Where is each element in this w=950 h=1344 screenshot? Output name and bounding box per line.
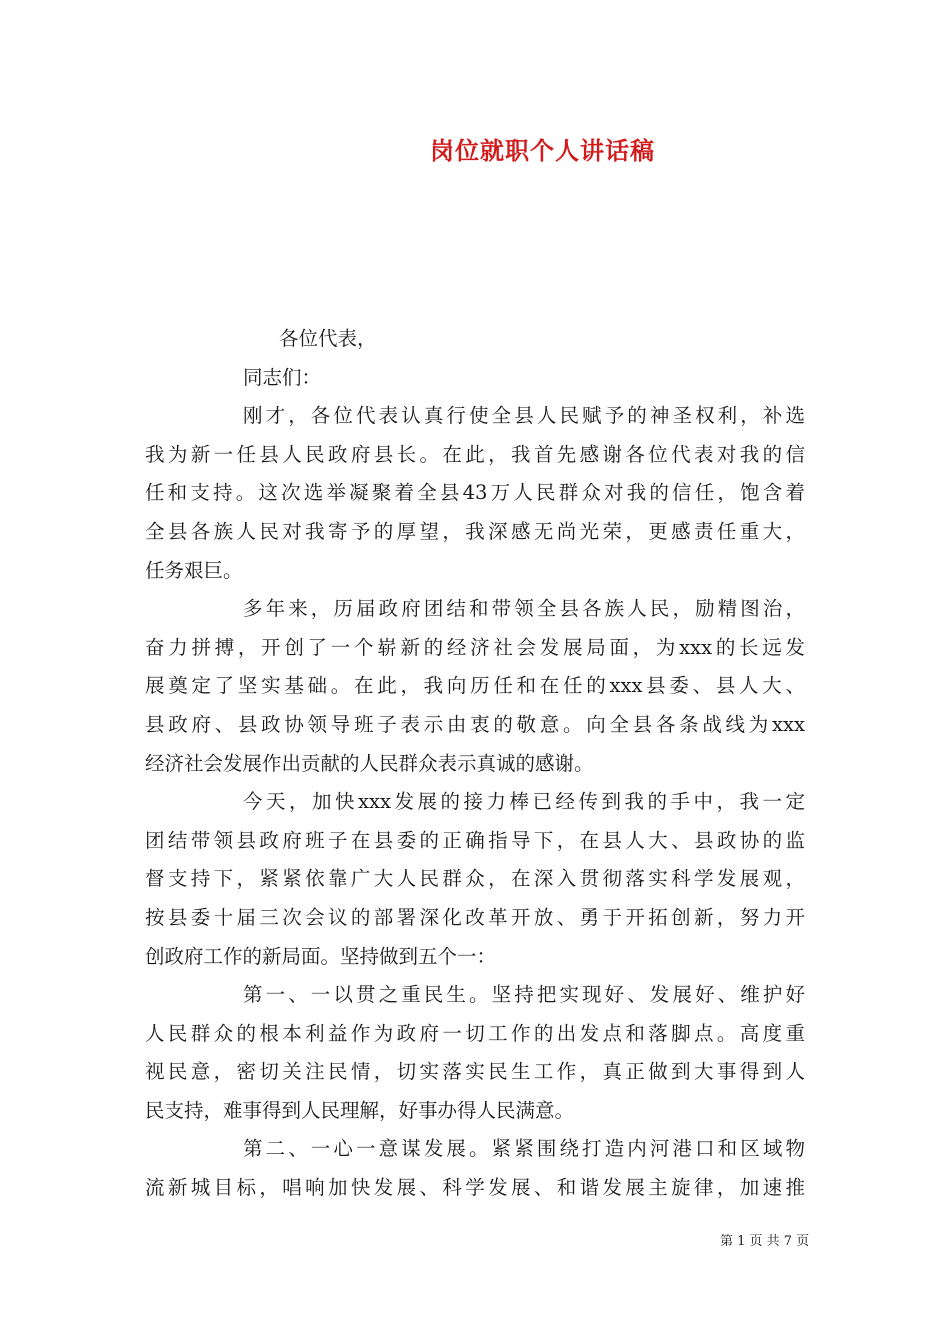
paragraph-line: 今天，加快xxx发展的接力棒已经传到我的手中，我一定 <box>243 790 805 814</box>
paragraph-line: 展奠定了坚实基础。在此，我向历任和在任的xxx县委、县人大、 <box>145 674 805 698</box>
greeting-line: 同志们： <box>243 365 322 389</box>
paragraph-line: 流新城目标，唱响加快发展、科学发展、和谐发展主旋律，加速推 <box>145 1176 805 1200</box>
greeting-line: 各位代表， <box>279 327 377 350</box>
paragraph-line: 我为新一任县人民政府县长。在此，我首先感谢各位代表对我的信 <box>145 442 805 466</box>
paragraph-line: 多年来，历届政府团结和带领全县各族人民，励精图治， <box>243 597 805 621</box>
paragraph-line: 任和支持。这次选举凝聚着全县43万人民群众对我的信任，饱含着 <box>145 481 805 505</box>
paragraph-line: 县政府、县政协领导班子表示由衷的敬意。向全县各条战线为xxx <box>145 712 805 736</box>
paragraph-line: 创政府工作的新局面。坚持做到五个一： <box>145 944 497 968</box>
paragraph-line: 任务艰巨。 <box>145 558 243 582</box>
paragraph-line: 民支持，难事得到人民理解，好事办得人民满意。 <box>145 1098 575 1122</box>
paragraph-line: 经济社会发展作出贡献的人民群众表示真诚的感谢。 <box>145 751 594 775</box>
document-title: 岗位就职个人讲话稿 <box>430 136 655 165</box>
paragraph-line: 奋力拼搏，开创了一个崭新的经济社会发展局面，为xxx的长远发 <box>145 635 805 659</box>
paragraph-line: 督支持下，紧紧依靠广大人民群众，在深入贯彻落实科学发展观， <box>145 867 805 891</box>
paragraph-line: 视民意，密切关注民情，切实落实民生工作，真正做到大事得到人 <box>145 1060 805 1084</box>
page-number: 第 1 页 共 7 页 <box>720 1234 810 1249</box>
paragraph-line: 人民群众的根本利益作为政府一切工作的出发点和落脚点。高度重 <box>145 1021 805 1045</box>
paragraph-line: 刚才，各位代表认真行使全县人民赋予的神圣权利，补选 <box>243 404 805 428</box>
paragraph-line: 按县委十届三次会议的部署深化改革开放、勇于开拓创新，努力开 <box>145 905 805 929</box>
paragraph-line: 第二、一心一意谋发展。紧紧围绕打造内河港口和区域物 <box>243 1137 805 1161</box>
document-body <box>145 320 805 1208</box>
paragraph-line: 全县各族人民对我寄予的厚望，我深感无尚光荣，更感责任重大， <box>145 519 805 543</box>
paragraph-line: 团结带领县政府班子在县委的正确指导下，在县人大、县政协的监 <box>145 828 805 852</box>
paragraph-line: 第一、一以贯之重民生。坚持把实现好、发展好、维护好 <box>243 983 805 1007</box>
